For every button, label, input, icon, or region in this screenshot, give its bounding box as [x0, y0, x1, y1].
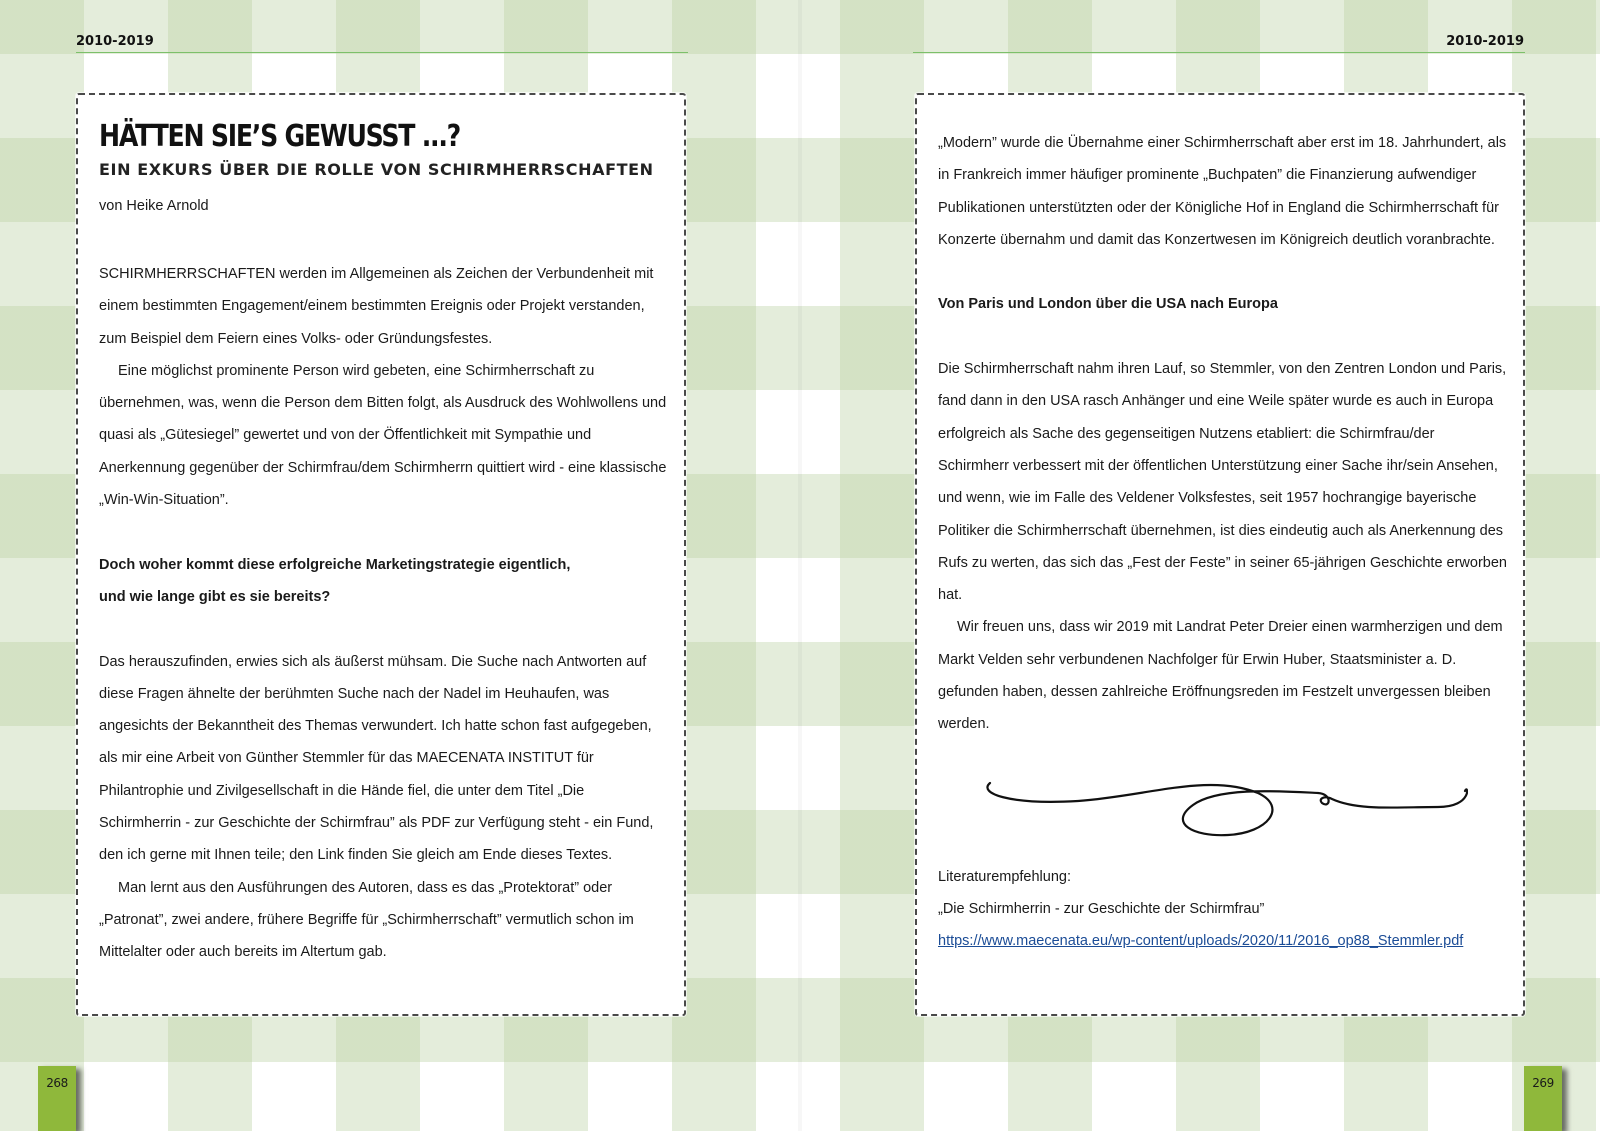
literature-link[interactable]: https://www.maecenata.eu/wp-content/uploads/2020/11/2016_op88_Stemmler.pdf [938, 933, 1464, 950]
literature-label: Literaturempfehlung: [938, 868, 1071, 885]
page-number-left: 268 [46, 1076, 68, 1090]
right-body [938, 127, 1507, 741]
paragraph-protektorat: Man lernt aus den Ausführungen des Autoren, dass es das „Protektorat” oder „Patronat”, zwei andere, frühere Begriffe für „Schirmherrschaft” vermutlich schon im Mittelalter oder auch bereits im Altertum gab. [99, 879, 634, 961]
article-byline: von Heike Arnold [99, 198, 209, 214]
spacer [938, 256, 1507, 288]
left-page-article [76, 93, 686, 1016]
spacer [99, 516, 668, 548]
section-heading-line2: und wie lange gibt es sie bereits? [99, 588, 331, 605]
running-rule-left [76, 52, 688, 53]
paragraph-modern: „Modern” wurde die Übernahme einer Schirmherrschaft aber erst im 18. Jahrhundert, als in Frankreich immer häufiger prominente „Buchpaten” die Finanzierung aufwendiger Publikationen unterstützten oder der Königliche Hof in England die Schirmherrschaft für Konzerte übernahm und damit das Konzertwesen im Königreich deutlich voranbrachte. [938, 135, 1507, 248]
section-heading-line1: Doch woher kommt diese erfolgreiche Marketingstrategie eigentlich, [99, 556, 571, 573]
article-subtitle: EIN EXKURS ÜBER DIE ROLLE VON SCHIRMHERRSCHAFTEN [99, 160, 654, 179]
running-head-right: 2010-2019 [1446, 34, 1524, 49]
paragraph-intro: SCHIRMHERRSCHAFTEN werden im Allgemeinen als Zeichen der Verbundenheit mit einem bestimmten Engagement/einem bestimmten Ereignis oder Projekt verstanden, zum Beispiel dem Feiern eines Volks- oder Gründungsfestes. [99, 266, 654, 347]
spacer [99, 613, 668, 645]
page-number-right: 269 [1532, 1076, 1554, 1090]
flourish-ornament [968, 763, 1468, 843]
section-heading-paris-london: Von Paris und London über die USA nach Europa [938, 296, 1278, 313]
right-page-article [915, 93, 1525, 1016]
paragraph-landrat: Wir freuen uns, dass wir 2019 mit Landrat Peter Dreier einen warmherzigen und dem Markt Velden sehr verbundenen Nachfolger für Erwin Huber, Staatsminister a. D. gefunden haben, dessen zahlreiche Eröffnungsreden im Festzelt unvergessen bleiben werden. [938, 619, 1503, 733]
paragraph-prominent-person: Eine möglichst prominente Person wird gebeten, eine Schirmherrschaft zu übernehmen, was, wenn die Person dem Bitten folgt, als Ausdruck des Wohlwollens und quasi als „Gütesiegel” gewertet und von der Öffentlichkeit mit Sympathie und Anerkennung gegenüber der Schirmfrau/dem Schirmherrn quittiert wird - eine klassische „Win-Win-Situation”. [99, 362, 667, 509]
running-rule-right [913, 52, 1525, 53]
literature-section [938, 861, 1507, 958]
paragraph-research: Das herauszufinden, erwies sich als äußerst mühsam. Die Suche nach Antworten auf diese Fragen ähnelte der berühmten Suche nach der Nadel im Heuhaufen, was angesichts der Bekanntheit des Themas verwundert. Ich hatte schon fast aufgegeben, als mir eine Arbeit von Günther Stemmler für das MAECENATA INSTITUT für Philantrophie und Zivilgesellschaft in die Hände fiel, die unter dem Titel „Die Schirmherrin - zur Geschichte der Schirmfrau” als PDF zur Verfügung steht - ein Fund, den ich gerne mit Ihnen teile; den Link finden Sie gleich am Ende dieses Textes. [99, 653, 654, 864]
spacer [938, 321, 1507, 353]
paragraph-spread: Die Schirmherrschaft nahm ihren Lauf, so Stemmler, von den Zentren London und Paris, fand dann in den USA rasch Anhänger und eine Weile später wurde es auch in Europa erfolgreich als Sache des gegenseitigen Nutzens etabliert: die Schirmfrau/der Schirmherr verbessert mit der öffentlichen Unterstützung einer Sache ihr/sein Ansehen, und wenn, wie im Falle des Veldener Volksfestes, seit 1957 hochrangige bayerische Politiker die Schirmherrschaft übernehmen, ist dies eindeutig auch als Anerkennung des Rufs zu werten, das sich das „Fest der Feste” in seiner 65-jährigen Geschichte erworben hat. [938, 361, 1507, 604]
spread-gutter [798, 0, 802, 1131]
running-head-left: 2010-2019 [76, 34, 154, 49]
literature-title: „Die Schirmherrin - zur Geschichte der Schirmfrau” [938, 900, 1265, 917]
left-body [99, 258, 668, 969]
article-title: HÄTTEN SIE’S GEWUSST ...? [99, 119, 461, 154]
